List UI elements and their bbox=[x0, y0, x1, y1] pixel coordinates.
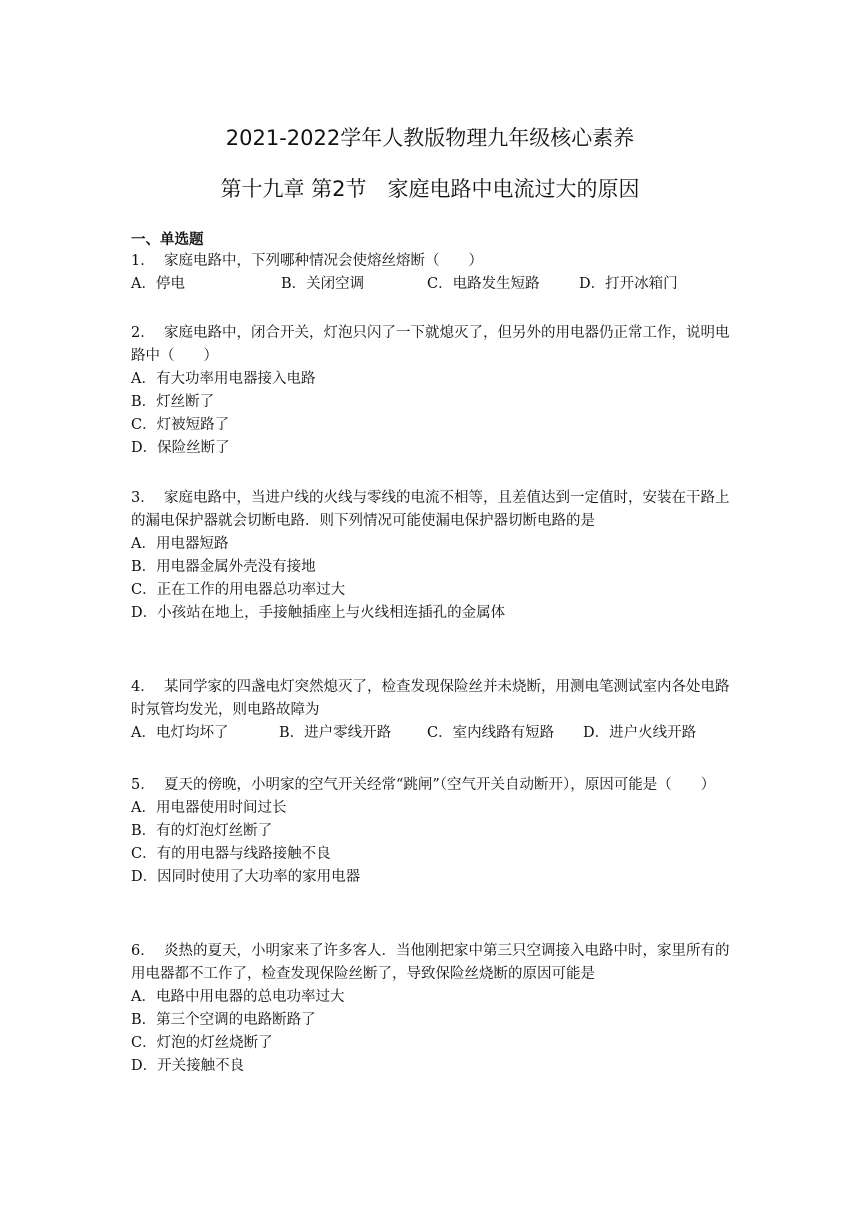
option-c: C．正在工作的用电器总功率过大 bbox=[131, 582, 346, 598]
document-subtitle: 第十九章 第2节 家庭电路中电流过大的原因 bbox=[220, 177, 640, 201]
option-d: D．开关接触不良 bbox=[131, 1058, 245, 1074]
question-3 bbox=[131, 487, 731, 625]
option-c: C．灯泡的灯丝烧断了 bbox=[131, 1035, 273, 1051]
document-title: 2021-2022学年人教版物理九年级核心素养 bbox=[225, 126, 635, 150]
option-d: D．小孩站在地上，手接触插座上与火线相连插孔的金属体 bbox=[131, 605, 506, 621]
question-4 bbox=[131, 676, 731, 745]
option-b: B．第三个空调的电路断路了 bbox=[131, 1012, 316, 1028]
question-stem: 5． 夏天的傍晚，小明家的空气开关经常“跳闸”（空气开关自动断开），原因可能是（ ） bbox=[131, 777, 716, 793]
question-stem: 6． 炎热的夏天，小明家来了许多客人．当他刚把家中第三只空调接入电路中时，家里所有的用电器都不工作了，检查发现保险丝断了，导致保险丝烧断的原因可能是 bbox=[131, 943, 730, 982]
option-c: C．灯被短路了 bbox=[131, 417, 230, 433]
option-b: B．有的灯泡灯丝断了 bbox=[131, 823, 273, 839]
option-d: D．因同时使用了大功率的家用电器 bbox=[131, 869, 361, 885]
option-a: A．用电器使用时间过长 bbox=[131, 800, 287, 816]
option-c: C．电路发生短路 bbox=[427, 276, 540, 292]
option-b: B．灯丝断了 bbox=[131, 394, 215, 410]
option-a: A．有大功率用电器接入电路 bbox=[131, 371, 316, 387]
question-stem: 2． 家庭电路中，闭合开关，灯泡只闪了一下就熄灭了，但另外的用电器仍正常工作，说明电路中（ ） bbox=[131, 325, 730, 364]
option-a: A．电路中用电器的总电功率过大 bbox=[131, 989, 345, 1005]
option-b: B．用电器金属外壳没有接地 bbox=[131, 559, 316, 575]
option-d: D．进户火线开路 bbox=[583, 725, 697, 741]
question-stem: 1． 家庭电路中，下列哪种情况会使熔丝熔断（ ） bbox=[131, 253, 483, 269]
question-2 bbox=[131, 322, 731, 460]
option-d: D．保险丝断了 bbox=[131, 440, 230, 456]
section-heading: 一、单选题 bbox=[131, 232, 204, 248]
question-6 bbox=[131, 940, 731, 1078]
option-d: D．打开冰箱门 bbox=[579, 276, 678, 292]
question-stem: 3． 家庭电路中，当进户线的火线与零线的电流不相等，且差值达到一定值时，安装在干路上的漏电保护器就会切断电路．则下列情况可能使漏电保护器切断电路的是 bbox=[131, 490, 730, 529]
question-stem: 4． 某同学家的四盏电灯突然熄灭了，检查发现保险丝并未烧断，用测电笔测试室内各处电路时氖管均发光，则电路故障为 bbox=[131, 679, 730, 718]
question-5 bbox=[131, 774, 731, 889]
option-c: C．有的用电器与线路接触不良 bbox=[131, 846, 331, 862]
option-a: A．用电器短路 bbox=[131, 536, 229, 552]
option-b: B．关闭空调 bbox=[281, 276, 365, 292]
option-b: B．进户零线开路 bbox=[279, 725, 392, 741]
option-c: C．室内线路有短路 bbox=[427, 725, 555, 741]
option-a: A．电灯均坏了 bbox=[131, 725, 229, 741]
question-1 bbox=[131, 250, 731, 296]
option-row bbox=[131, 722, 731, 745]
option-row bbox=[131, 273, 731, 296]
option-a: A．停电 bbox=[131, 276, 185, 292]
